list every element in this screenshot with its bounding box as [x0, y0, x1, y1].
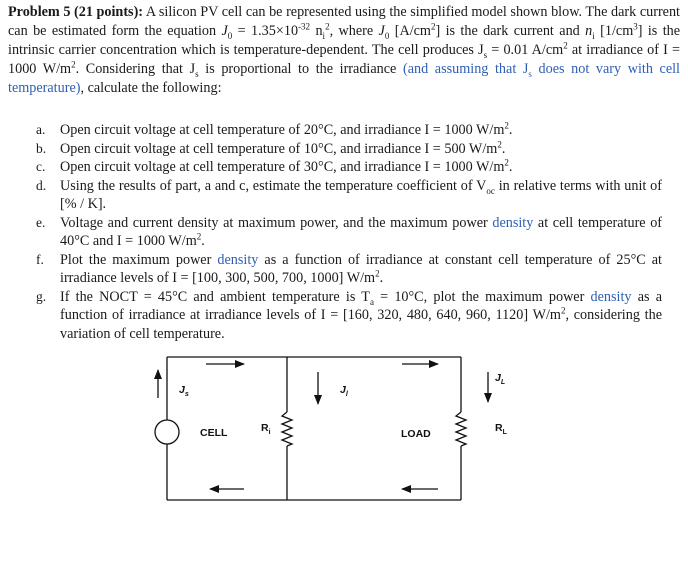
problem-heading: Problem 5 (21 points): [8, 4, 144, 20]
ji-label: $J_l$ [340, 384, 348, 398]
part-label: a. [36, 122, 46, 137]
part-text: Open circuit voltage at cell temperature of 20°C, and irradiance I = 1000 W/m [60, 122, 505, 138]
part-text-mid-2: as a function of irradiance at irradiance levels of I = [160, 320, 480, 640, 960, 1120] W/m [60, 288, 663, 323]
intro-text: A silicon PV cell can be represented using the simplified model shown blow. The dark current can be estimated form the equation [8, 4, 681, 39]
part-text-end: . [379, 270, 384, 286]
part-blue-word: density [590, 288, 632, 305]
j0-units-end: ] is the dark current [435, 23, 554, 39]
ni-sub: i [592, 30, 595, 41]
equation-ni: n [310, 23, 323, 39]
part-text-mid: as a function of irradiance at constant cell temperature of 25°C at irradiance levels of I = [100, 300, 500, 700, 1000] W/m [60, 251, 662, 286]
and-text: and [559, 23, 586, 39]
rl-label: $R_L$ [495, 422, 507, 436]
consider-sub: s [195, 68, 199, 79]
equation-exponent: -32 [298, 21, 311, 32]
load-resistor-icon [456, 412, 466, 446]
part-sub: oc [486, 185, 495, 196]
assumption-text: (and assuming that J [402, 61, 529, 77]
part-sup: 2 [196, 231, 202, 242]
assumption-sub: s [528, 68, 532, 79]
consider-text: . Considering that J [75, 61, 196, 77]
j0-subscript-2: 0 [384, 30, 390, 41]
part-label: f. [36, 251, 44, 267]
part-text-end: . [508, 159, 513, 175]
part-sup: 2 [504, 157, 509, 168]
assumption-end: does not vary with cell temperature) [8, 61, 681, 96]
part-sup: 2 [375, 268, 380, 279]
part-text-mid: at cell temperature of 40°C and I = 1000 W/m [60, 214, 663, 249]
j0-subscript: 0 [227, 30, 233, 41]
part-text-end: . [508, 122, 513, 138]
j0-units: [A/cm [389, 23, 431, 39]
where-text: , where [329, 23, 379, 39]
ni-units: [1/cm [594, 23, 634, 39]
part-text-end: . [201, 233, 205, 249]
part-label: c. [36, 159, 46, 174]
j0-units-sup: 2 [430, 21, 436, 32]
equation-ni-sub: i [322, 30, 326, 41]
equation-mid: = 1.35×10 [232, 23, 299, 39]
jl-label: $J_L$ [495, 372, 506, 386]
part-text: Using the results of part, a and c, estimate the temperature coefficient of V [60, 177, 487, 194]
part-label: d. [36, 177, 47, 193]
calculate-text: , calculate the following: [80, 80, 222, 96]
part-text-end: in relative terms with unit of [% / K]. [60, 177, 662, 212]
ni-units-end: ] is the intrinsic carrier concentration which is temperature-dependent. The cell produces J [8, 23, 681, 58]
irradiance-text: at irradiance of I = 1000 W/m [8, 42, 680, 77]
part-text-mid: = 10°C, plot the maximum power [373, 288, 591, 305]
cell-label: CELL [200, 427, 228, 439]
part-text: If the NOCT = 45°C and ambient temperature is T [60, 288, 370, 305]
internal-resistor-icon [282, 412, 292, 446]
part-blue-word: density [492, 214, 534, 231]
js-sub: s [483, 49, 488, 60]
part-text: Voltage and current density at maximum power, and the maximum power [60, 214, 493, 231]
part-blue-word: density [217, 251, 259, 268]
part-text: Plot the maximum power [60, 251, 218, 268]
js-value-sup: 2 [563, 40, 568, 51]
equation-ni-sup: 2 [325, 21, 330, 32]
current-source-icon [155, 420, 179, 444]
proportional-text: is proportional to the irradiance [198, 61, 403, 77]
js-label: $J_s$ [179, 384, 189, 398]
j0-symbol: J [221, 23, 228, 39]
j0-symbol-2: J [378, 23, 385, 39]
ni-units-sup: 3 [633, 21, 638, 32]
part-text: Open circuit voltage at cell temperature of 30°C, and irradiance I = 1000 W/m [60, 159, 505, 175]
ni-symbol: n [585, 23, 593, 39]
load-label: LOAD [401, 428, 431, 440]
part-label: b. [36, 140, 47, 156]
part-sup: 2 [560, 305, 566, 316]
part-sub: a [369, 296, 374, 307]
part-sup: 2 [504, 120, 509, 131]
ri-label: $R_i$ [261, 422, 271, 436]
part-text: Open circuit voltage at cell temperature of 10°C, and irradiance I = 500 W/m [60, 140, 498, 157]
part-label: e. [36, 214, 46, 230]
part-sup: 2 [497, 138, 502, 149]
irradiance-sup: 2 [71, 59, 76, 70]
part-text-end: . [501, 140, 506, 157]
part-text-end: , considering the variation of cell temperature. [60, 307, 662, 342]
js-value: = 0.01 A/cm [487, 42, 564, 58]
part-label: g. [36, 288, 47, 304]
